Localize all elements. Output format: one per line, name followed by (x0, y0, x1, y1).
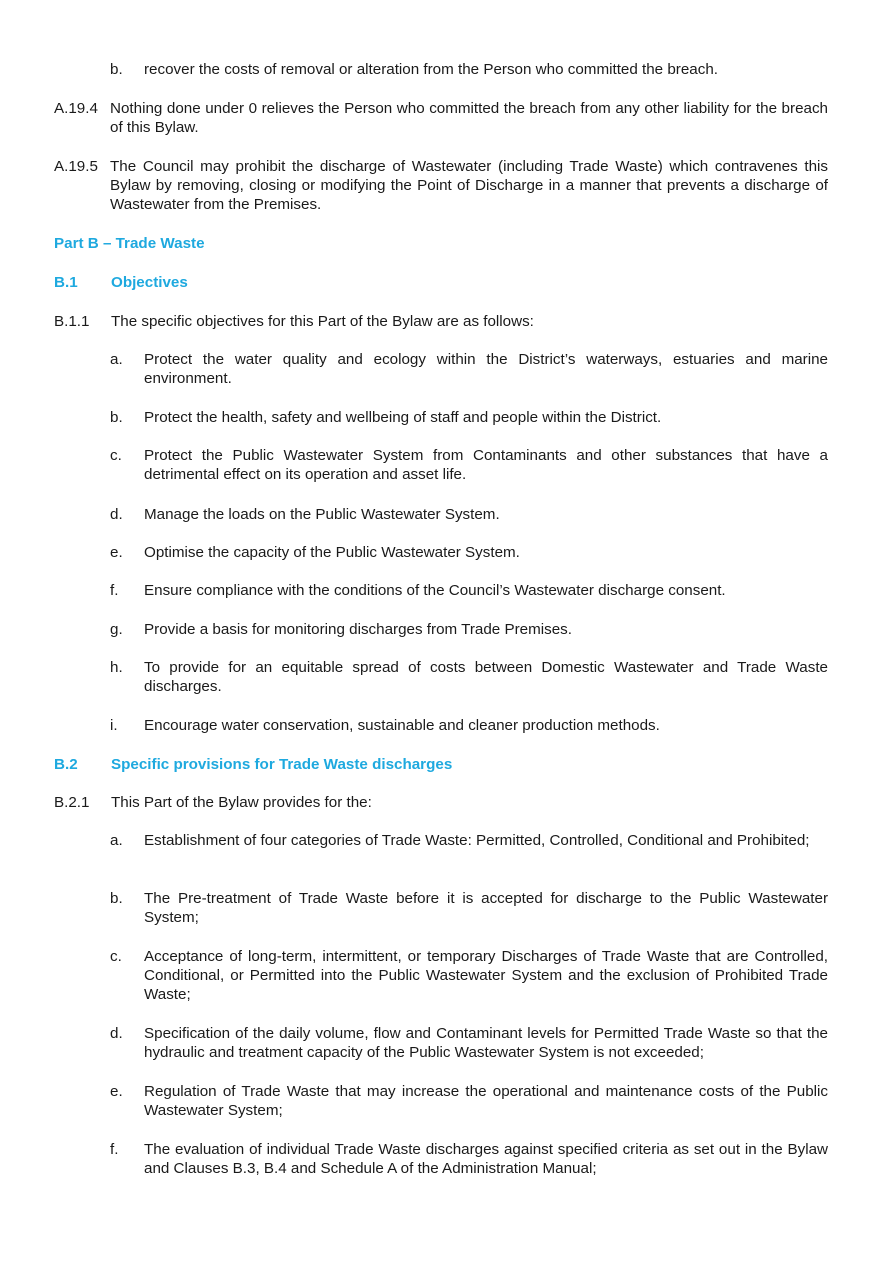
clause-number: A.19.4 (54, 100, 98, 117)
clause-text: The specific objectives for this Part of the Bylaw are as follows: (111, 313, 534, 330)
list-item-text: Ensure compliance with the conditions of the Council’s Wastewater discharge consent. (144, 582, 726, 599)
list-item-label: d. (110, 1025, 123, 1042)
list-item-label: b. (110, 61, 123, 78)
list-item-text: To provide for an equitable spread of costs between Domestic Wastewater and Trade Waste discharges. (144, 659, 828, 695)
list-item-label: c. (110, 948, 122, 965)
section-title: Objectives (111, 274, 188, 291)
list-item-text: recover the costs of removal or alteration from the Person who committed the breach. (144, 61, 719, 78)
list-item-text: The evaluation of individual Trade Waste discharges against specified criteria as set out in the Bylaw and Clauses B.3, B.4 and Schedule A of the Administration Manual; (144, 1141, 828, 1177)
list-item-text: Protect the water quality and ecology within the District’s waterways, estuaries and marine environment. (144, 351, 828, 387)
list-item-label: a. (110, 832, 123, 849)
clause-text: The Council may prohibit the discharge of Wastewater (including Trade Waste) which contravenes this Bylaw by removing, closing or modifying the Point of Discharge in a manner that prevents a discharge of Wastewater from the Premises. (110, 158, 828, 213)
clause-text: Nothing done under 0 relieves the Person who committed the breach from any other liability for the breach of this Bylaw. (110, 100, 828, 136)
clause-number: A.19.5 (54, 158, 98, 175)
clause-text: This Part of the Bylaw provides for the: (111, 794, 372, 811)
list-item-text: Regulation of Trade Waste that may increase the operational and maintenance costs of the Public Wastewater System; (144, 1083, 828, 1119)
list-item-text: Specification of the daily volume, flow and Contaminant levels for Permitted Trade Waste so that the hydraulic and treatment capacity of the Public Wastewater System is not exceeded; (144, 1025, 828, 1061)
list-item-label: b. (110, 409, 123, 426)
list-item-label: e. (110, 544, 123, 561)
list-item-label: i. (110, 717, 118, 734)
list-item-text: Optimise the capacity of the Public Wastewater System. (144, 544, 520, 561)
list-item-label: h. (110, 659, 123, 676)
clause-number: B.2.1 (54, 794, 90, 811)
list-item-label: e. (110, 1083, 123, 1100)
list-item-text: Acceptance of long-term, intermittent, or temporary Discharges of Trade Waste that are Controlled, Conditional, or Permitted into the Public Wastewater System and the exclusion of Prohibited Trade Waste; (144, 948, 828, 1003)
section-number: B.2 (54, 756, 78, 773)
list-item-text: Protect the health, safety and wellbeing of staff and people within the District. (144, 409, 662, 426)
list-item-text: Provide a basis for monitoring discharges from Trade Premises. (144, 621, 572, 638)
list-item-label: f. (110, 582, 119, 599)
list-item-label: a. (110, 351, 123, 368)
list-item-text: Establishment of four categories of Trade Waste: Permitted, Controlled, Conditional and Prohibited; (144, 832, 810, 849)
list-item-text: The Pre-treatment of Trade Waste before it is accepted for discharge to the Public Wastewater System; (144, 890, 828, 926)
list-item-label: g. (110, 621, 123, 638)
list-item-label: c. (110, 447, 122, 464)
list-item-text: Manage the loads on the Public Wastewater System. (144, 506, 500, 523)
section-number: B.1 (54, 274, 78, 291)
list-item-label: b. (110, 890, 123, 907)
part-b-heading: Part B – Trade Waste (54, 235, 205, 252)
list-item-label: f. (110, 1141, 119, 1158)
list-item-label: d. (110, 506, 123, 523)
list-item-text: Encourage water conservation, sustainable and cleaner production methods. (144, 717, 660, 734)
clause-number: B.1.1 (54, 313, 90, 330)
section-title: Specific provisions for Trade Waste discharges (111, 756, 453, 773)
list-item-text: Protect the Public Wastewater System from Contaminants and other substances that have a detrimental effect on its operation and asset life. (144, 447, 828, 483)
